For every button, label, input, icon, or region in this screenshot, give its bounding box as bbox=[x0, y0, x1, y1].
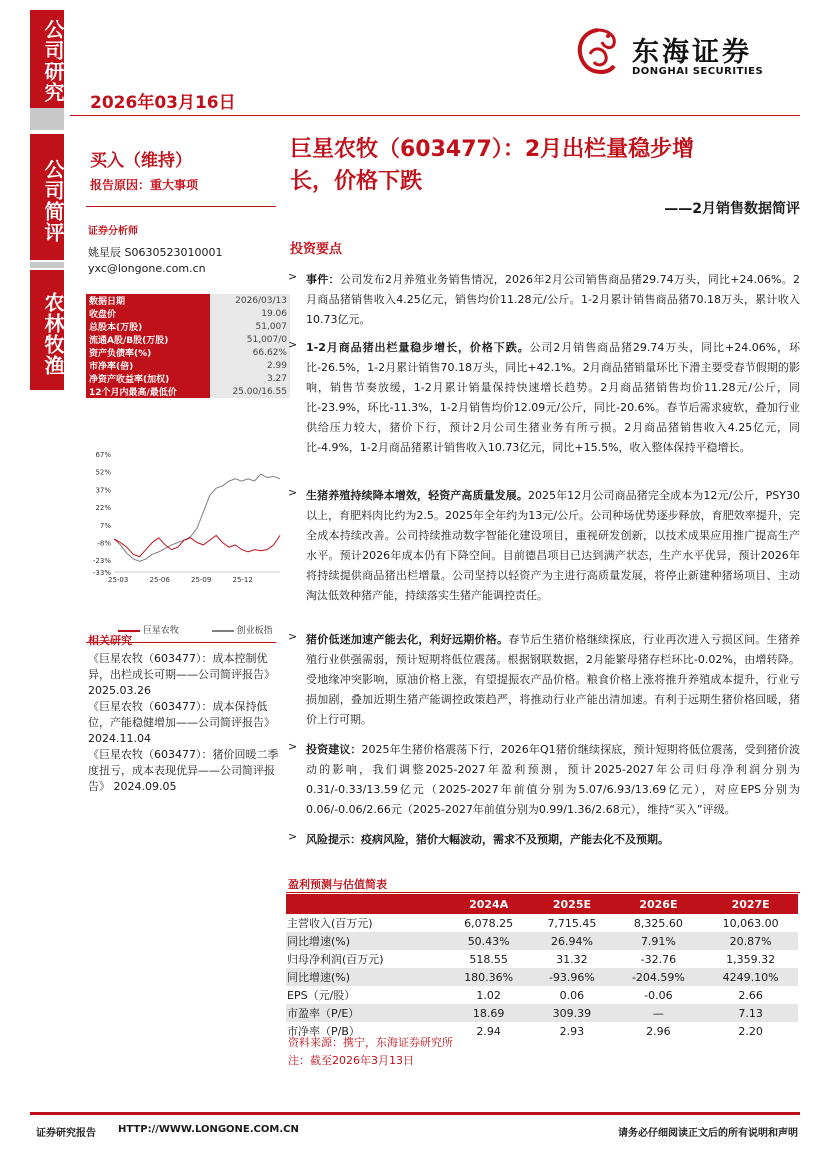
report-title-line1: 巨星农牧（603477）：2月出栏量稳步增 bbox=[290, 137, 695, 162]
bullet-text: 疫病风险，猪价大幅波动，需求不及预期，产能去化不及预期。 bbox=[361, 833, 669, 846]
table-header-cell bbox=[286, 894, 447, 914]
bullet-event bbox=[288, 270, 800, 330]
bullet-capacity bbox=[288, 630, 800, 730]
table-cell: — bbox=[614, 1004, 704, 1022]
rating: 买入（维持） bbox=[90, 151, 192, 171]
bullet-lead: 1-2月商品猪出栏量稳步增长，价格下跌。 bbox=[306, 341, 530, 354]
table-cell: -32.76 bbox=[640, 952, 677, 966]
bullet-text: 公司发布2月养殖业务销售情况，2026年2月公司销售商品猪29.74万头，同比+24.06%。2月商品猪销售收入4.25亿元，销售均价11.28元/公斤。1-2月累计销售商品猪70.18万头，累计收入10.73亿元。 bbox=[306, 273, 801, 326]
market-data-row bbox=[86, 359, 290, 372]
table-row-label: EPS（元/股） bbox=[287, 989, 356, 1002]
market-data-row bbox=[86, 372, 290, 385]
table-cell: 20.87% bbox=[703, 932, 798, 950]
table-cell: 7.91% bbox=[614, 932, 704, 950]
section-title: 投资要点 bbox=[290, 242, 343, 257]
tag-company-brief-label: 公司简评 bbox=[41, 159, 65, 243]
table-row bbox=[286, 1004, 798, 1022]
table-row-label: 同比增速(%) bbox=[286, 932, 447, 950]
y-tick-label: 7% bbox=[99, 521, 111, 530]
table-row-label: 市盈率（P/E） bbox=[286, 1004, 447, 1022]
bullet-text: 公司2月销售商品猪29.74万头，同比+24.06%，环比-26.5%，1-2月累计销售70.18万头，同比+42.1%。2月商品猪销量环比下滑主要受春节假期的影响，销售节奏放缓，1-2月累计销量保持快速增长趋势。2月商品猪销售均价11.28元/公斤，同比-23.9%，环比-11.3%，1-2月销售均价12.09元/公斤，同比-20.6%。春节后需求疲软，叠加行业供给压力较大，猪价下行，预计2月公司生猪业务有所亏损。2月商品猪销售收入4.25亿元，同比-4.9%，1-2月商品猪累计销售收入10.73亿元，同比+15.5%，收入整体保持平稳增长。 bbox=[306, 341, 800, 454]
report-title bbox=[290, 134, 800, 198]
series-line-index bbox=[114, 474, 280, 561]
table-row-label: 主营收入(百万元) bbox=[287, 917, 373, 930]
stock-price-chart bbox=[84, 448, 284, 628]
table-cell: 7.13 bbox=[703, 1004, 798, 1022]
x-tick-label: 25-12 bbox=[232, 576, 253, 584]
y-tick-label: -33% bbox=[92, 569, 111, 577]
forecast-table bbox=[286, 894, 798, 1040]
x-tick-label: 25-03 bbox=[108, 576, 129, 584]
market-data-key: 资产负债率(%) bbox=[86, 346, 210, 359]
footer-rule bbox=[30, 1112, 800, 1115]
table-cell: 2.96 bbox=[646, 1024, 671, 1038]
chart-legend bbox=[118, 623, 273, 636]
bullet-lead: 风险提示： bbox=[306, 833, 361, 846]
analyst-title: 证券分析师 bbox=[88, 226, 138, 237]
bullet-risk bbox=[288, 830, 800, 850]
market-data-value: 25.00/16.55 bbox=[210, 385, 290, 398]
bullet-lead: 投资建议： bbox=[306, 743, 362, 756]
related-item[interactable]: 《巨星农牧（603477）：成本保持低位，产能稳健增加——公司简评报告》 2024.11.04 bbox=[88, 700, 275, 745]
tag-industry bbox=[30, 270, 64, 390]
market-data-row bbox=[86, 385, 290, 398]
arrow-icon: > bbox=[288, 270, 298, 283]
market-data-key: 流通A股/B股(万股) bbox=[86, 333, 210, 346]
market-data-value: 19.06 bbox=[210, 307, 290, 320]
market-data-key: 12个月内最高/最低价 bbox=[86, 385, 210, 398]
table-header-cell: 2026E bbox=[614, 894, 704, 914]
table-cell: 2.93 bbox=[559, 1024, 585, 1038]
table-cell: 518.55 bbox=[469, 952, 508, 966]
related-title: 相关研究 bbox=[88, 634, 132, 647]
bullet-lead: 猪价低迷加速产能去化，利好远期价格。 bbox=[306, 633, 509, 646]
table-row-label: 市净率（P/B） bbox=[287, 1025, 360, 1038]
market-data-key: 市净率(倍) bbox=[86, 359, 210, 372]
legend-index: 创业板指 bbox=[236, 626, 273, 636]
footer-disclaimer: 请务必仔细阅读正文后的所有说明和声明 bbox=[618, 1128, 798, 1139]
market-data-value: 2.99 bbox=[210, 359, 290, 372]
market-data-key: 收盘价 bbox=[86, 307, 210, 320]
table-row-label: 同比增速(%) bbox=[286, 968, 447, 986]
sidebar-gray-divider bbox=[30, 262, 64, 268]
y-tick-label: 37% bbox=[95, 486, 111, 495]
market-data-key: 净资产收益率(加权) bbox=[86, 372, 210, 385]
table-cell: 8,325.60 bbox=[633, 916, 683, 930]
related-item[interactable]: 《巨星农牧（603477）：成本控制优异，出栏成长可期——公司简评报告》 2025.03.26 bbox=[88, 652, 275, 697]
market-data-row bbox=[86, 307, 290, 320]
table-cell: -93.96% bbox=[530, 968, 613, 986]
bullet-text: 2025年生猪价格震荡下行，2026年Q1猪价继续探底，预计短期将低位震荡，受到猪价波动的影响，我们调整2025-2027年盈利预测，预计2025-2027年公司归母净利润分别为0.31/-0.33/13.59亿元（2025-2027年前值分别为5.07/6.93/13.69亿元），对应EPS分别为0.06/-0.06/2.66元（2025-2027年前值分别为0.99/1.36/2.68元），维持“买入”评级。 bbox=[306, 743, 800, 816]
arrow-icon: > bbox=[288, 630, 298, 643]
bullet-cost bbox=[288, 486, 800, 606]
y-tick-label: 22% bbox=[95, 504, 111, 513]
market-data-row bbox=[86, 333, 290, 346]
company-logo bbox=[568, 24, 798, 84]
table-source: 资料来源：携宁，东海证券研究所 bbox=[288, 1036, 453, 1049]
footer-url[interactable]: HTTP://WWW.LONGONE.COM.CN bbox=[118, 1124, 299, 1135]
market-data-value: 51,007 bbox=[210, 320, 290, 333]
left-rule-1 bbox=[86, 206, 276, 207]
report-date: 2026年03月16日 bbox=[90, 93, 236, 113]
analyst-email: yxc@longone.com.cn bbox=[88, 262, 206, 275]
table-cell: 2.94 bbox=[476, 1024, 501, 1038]
report-title-line2: 长，价格下跌 bbox=[290, 169, 423, 194]
related-list bbox=[88, 651, 280, 795]
series-line-stock bbox=[114, 535, 280, 556]
table-header-cell: 2027E bbox=[703, 894, 798, 914]
table-cell: 1,359.32 bbox=[726, 952, 776, 966]
table-cell: 1.02 bbox=[476, 988, 501, 1002]
y-tick-label: 52% bbox=[95, 468, 111, 477]
market-data-table bbox=[86, 294, 290, 398]
tag-company-research bbox=[30, 10, 64, 108]
market-data-value: 66.62% bbox=[210, 346, 290, 359]
arrow-icon: > bbox=[288, 830, 298, 843]
table-cell: 2.20 bbox=[738, 1024, 763, 1038]
table-cell: -0.06 bbox=[644, 988, 673, 1002]
market-data-value: 51,007/0 bbox=[210, 333, 290, 346]
tag-company-brief bbox=[30, 134, 64, 260]
market-data-row bbox=[86, 320, 290, 333]
tag-company-research-label: 公司研究 bbox=[41, 19, 65, 103]
table-header-cell: 2025E bbox=[530, 894, 613, 914]
table-row bbox=[286, 968, 798, 986]
table-cell: 180.36% bbox=[447, 968, 530, 986]
table-cell: 18.69 bbox=[447, 1004, 530, 1022]
table-cell: 0.06 bbox=[559, 988, 585, 1002]
bullet-text: 2025年12月公司商品猪完全成本为12元/公斤，PSY30以上，育肥料肉比约为2.5。2025年全年约为13元/公斤。公司种场优势逐步释放，育肥效率提升，完全成本持续改善。公司持续推动数字智能化建设项目，重视研发创新，以技术成果应用推广提高生产水平。预计2026年成本仍有下降空间。目前德昌项目已达到满产状态，生产水平优异，预计2026年将持续提供商品猪出栏增量。公司坚持以轻资产为主进行高质量发展，将停止新建种猪场项目、主动淘汰低效种猪产能，持续落实生猪产能调控责任。 bbox=[306, 489, 800, 602]
table-cell: 31.32 bbox=[556, 952, 588, 966]
table-title: 盈利预测与估值简表 bbox=[288, 878, 387, 891]
table-cell: 309.39 bbox=[530, 1004, 613, 1022]
bullet-lead: 生猪养殖持续降本增效，轻资产高质量发展。 bbox=[306, 489, 528, 502]
bullet-lead: 事件： bbox=[306, 273, 340, 286]
market-data-value: 2026/03/13 bbox=[210, 294, 290, 307]
table-row bbox=[286, 932, 798, 950]
market-data-key: 数据日期 bbox=[86, 294, 210, 307]
bullet-investment bbox=[288, 740, 800, 820]
y-tick-label: -8% bbox=[97, 539, 111, 548]
y-tick-label: 67% bbox=[95, 451, 111, 459]
bullet-volume bbox=[288, 338, 800, 458]
table-row bbox=[286, 986, 798, 1004]
table-cell: 7,715.45 bbox=[547, 916, 597, 930]
sidebar-gray-strip bbox=[30, 108, 64, 130]
table-cell: 4249.10% bbox=[703, 968, 798, 986]
logo-cn-text: 东海证券 bbox=[632, 37, 752, 68]
x-tick-label: 25-06 bbox=[149, 576, 170, 584]
legend-stock: 巨星农牧 bbox=[142, 626, 179, 636]
table-note: 注：截至2026年3月13日 bbox=[288, 1054, 414, 1067]
table-row bbox=[286, 950, 798, 968]
analyst-name: 姚星辰 S0630523010001 bbox=[88, 246, 223, 259]
header-rule bbox=[70, 115, 800, 116]
arrow-icon: > bbox=[288, 486, 298, 499]
table-cell: 26.94% bbox=[530, 932, 613, 950]
table-row-label: 归母净利润(百万元) bbox=[287, 953, 384, 966]
tag-industry-label: 农林牧渔 bbox=[41, 292, 65, 376]
related-item[interactable]: 《巨星农牧（603477）：猪价回暖二季度扭亏，成本表现优异——公司简评报告》 2024.09.05 bbox=[88, 748, 279, 793]
table-cell: 6,078.25 bbox=[464, 916, 514, 930]
bullet-text: 春节后生猪价格继续探底，行业再次进入亏损区间。生猪养殖行业供强需弱，预计短期将低位震荡。根据钢联数据，2月能繁母猪存栏环比-0.02%，由增转降。受地缘冲突影响，原油价格上涨，有望提振农产品价格。粮食价格上涨将推升养殖成本提升，行业亏损加剧，叠加近期生猪产能调控政策趋严，将推动行业产能出清加速。有利于远期生猪价格回暖，猪价上行可期。 bbox=[306, 633, 800, 726]
market-data-row bbox=[86, 294, 290, 307]
logo-en-text: DONGHAI SECURITIES bbox=[632, 66, 764, 77]
report-subtitle: ——2月销售数据简评 bbox=[664, 201, 800, 217]
table-row bbox=[286, 914, 798, 932]
footer-left: 证券研究报告 bbox=[36, 1128, 96, 1139]
dragon-logo-icon bbox=[568, 26, 626, 80]
arrow-icon: > bbox=[288, 740, 298, 753]
table-header-cell: 2024A bbox=[447, 894, 530, 914]
report-reason: 报告原因：重大事项 bbox=[90, 178, 199, 192]
market-data-key: 总股本(万股) bbox=[86, 320, 210, 333]
market-data-row bbox=[86, 346, 290, 359]
x-tick-label: 25-09 bbox=[191, 576, 212, 584]
table-cell: 10,063.00 bbox=[722, 916, 779, 930]
arrow-icon: > bbox=[288, 338, 298, 351]
table-cell: -204.59% bbox=[614, 968, 704, 986]
table-title-rule bbox=[286, 892, 800, 893]
market-data-value: 3.27 bbox=[210, 372, 290, 385]
table-cell: 50.43% bbox=[447, 932, 530, 950]
legend-swatch-index bbox=[212, 630, 234, 632]
table-cell: 2.66 bbox=[738, 988, 763, 1002]
y-tick-label: -23% bbox=[92, 557, 111, 566]
